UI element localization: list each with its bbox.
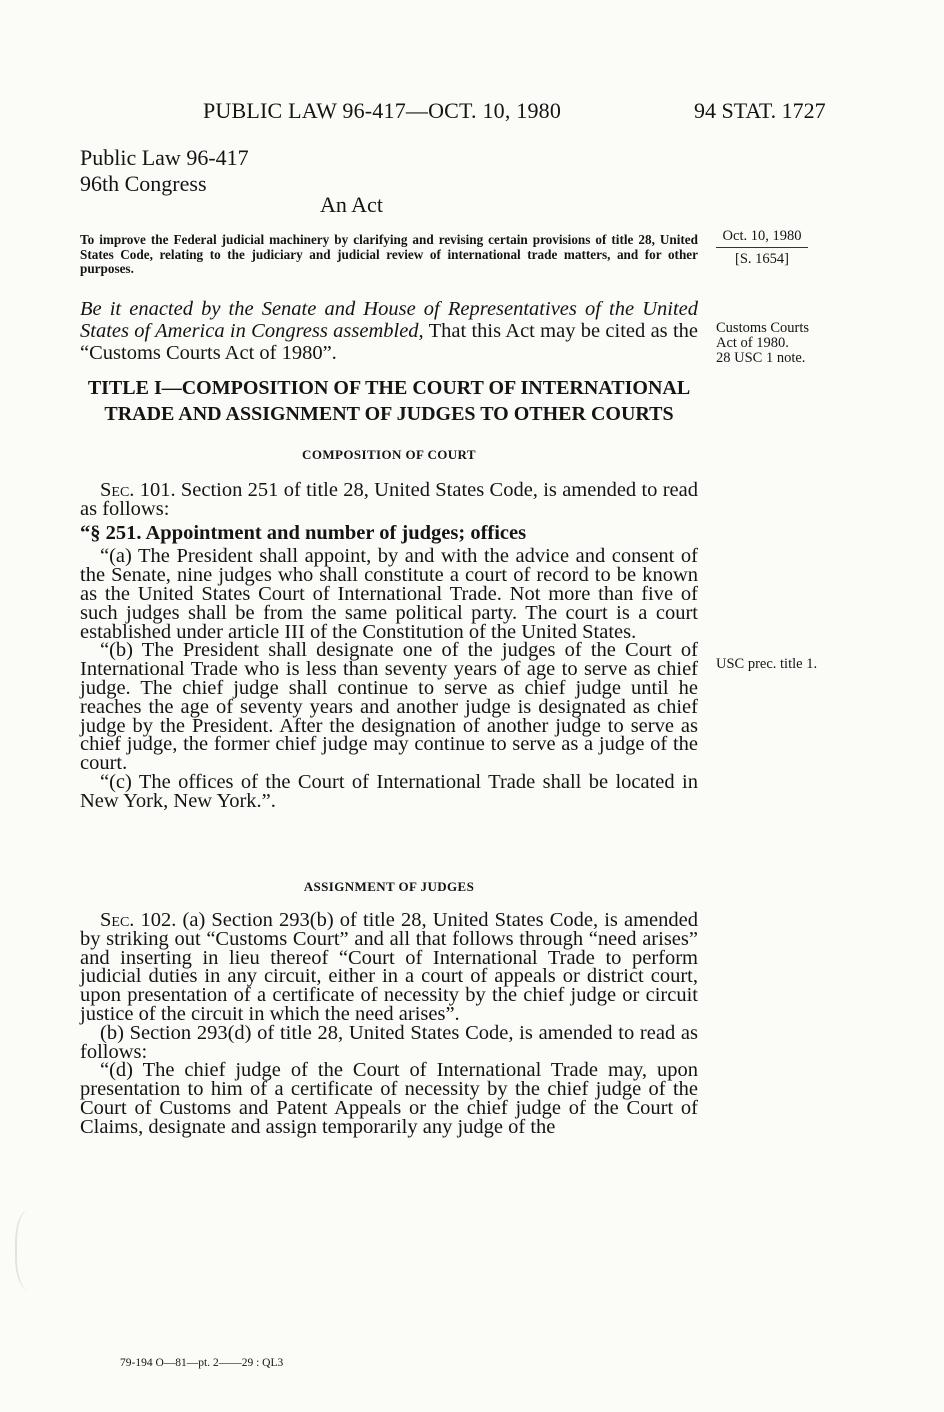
enacting-clause-rest: That this Act may be cited as the “Customs Courts Act of 1980”. (80, 320, 698, 364)
section-102 (80, 911, 698, 1137)
title-i-line1: TITLE I—COMPOSITION OF THE COURT OF INTERNATIONAL (87, 377, 691, 399)
section-102-a-text: 102. (a) Section 293(b) of title 28, United States Code, is amended by striking out “Customs Court” and all that follows through “need arises” and inserting in lieu thereof “Court of International Trade to perform judicial duties in any circuit, either in a court of appeals or district court, upon presentation of a certificate of necessity by the chief judge or circuit justice of the circuit in which the need arises”. (80, 909, 698, 1025)
congress-number: 96th Congress (80, 171, 207, 196)
enacting-clause (80, 298, 698, 364)
act-purpose: To improve the Federal judicial machinery by clarifying and revising certain provisions of title 28, United States Code, relating to the judiciary and judicial review of international trade matters, and for other purposes. (80, 232, 698, 276)
short-title-note (716, 321, 809, 366)
enactment-date: Oct. 10, 1980 (716, 225, 808, 248)
section-293-d: “(d) The chief judge of the Court of International Trade may, upon presentation to him of a certificate of necessity by the chief judge of the Court of Customs and Patent Appeals or the chief judge of the Court of Claims, designate and assign temporarily any judge of the (80, 1059, 698, 1138)
law-identification (80, 145, 249, 197)
running-header-title: PUBLIC LAW 96-417—OCT. 10, 1980 (203, 98, 562, 123)
bleed-through-mark (15, 1210, 49, 1290)
title-i-line2: TRADE AND ASSIGNMENT OF JUDGES TO OTHER COURTS (104, 403, 674, 425)
section-102-a (80, 911, 698, 1024)
section-101-label: Sec. (100, 479, 135, 501)
section-101-text: 101. Section 251 of title 28, United States Code, is amended to read as follows: (80, 479, 698, 520)
caption-composition: COMPOSITION OF COURT (302, 447, 476, 462)
senate-bill-number: [S. 1654] (735, 251, 789, 267)
subsection-a: “(a) The President shall appoint, by and with the advice and consent of the Senate, nine judges who shall constitute a court of record to be known as the United States Court of International Trade. Not more than five of such judges shall be from the same political party. The court is a court established under article III of the Constitution of the United States. (80, 545, 698, 643)
enacting-clause-italic: Be it enacted by the Senate and House of Representatives of the United States of America in Congress assembled, (80, 298, 698, 342)
caption-assignment: ASSIGNMENT OF JUDGES (303, 879, 475, 894)
section-101-intro (80, 481, 698, 519)
public-law-number: Public Law 96-417 (80, 145, 249, 170)
short-title-note-line2: Act of 1980. (716, 335, 789, 351)
act-heading: An Act (320, 192, 383, 217)
section-101 (80, 481, 698, 811)
enactment-date-note (716, 225, 808, 270)
short-title-note-line3: 28 USC 1 note. (716, 350, 806, 366)
section-102-label: Sec. (100, 909, 135, 931)
subsection-c: “(c) The offices of the Court of International Trade shall be located in New York, New York.”. (80, 770, 698, 812)
usc-prec-note: USC prec. title 1. (716, 656, 818, 672)
section-251-heading: “§ 251. Appointment and number of judges; offices (80, 521, 527, 544)
subsection-b: “(b) The President shall designate one of the judges of the Court of International Trade who is less than seventy years of age to serve as chief judge. The chief judge shall continue to serve as chief judge until he reaches the age of seventy years and another judge is designated as chief judge by the President. After the designation of another judge to serve as chief judge, the former chief judge may continue to serve as a judge of the court. (80, 639, 698, 775)
title-i-heading (80, 375, 698, 427)
statute-page-number: 94 STAT. 1727 (694, 98, 826, 123)
section-102-b: (b) Section 293(d) of title 28, United States Code, is amended to read as follows: (80, 1021, 698, 1063)
short-title-note-line1: Customs Courts (716, 320, 810, 336)
print-footer: 79-194 O—81—pt. 2——29 : QL3 (120, 1357, 284, 1369)
